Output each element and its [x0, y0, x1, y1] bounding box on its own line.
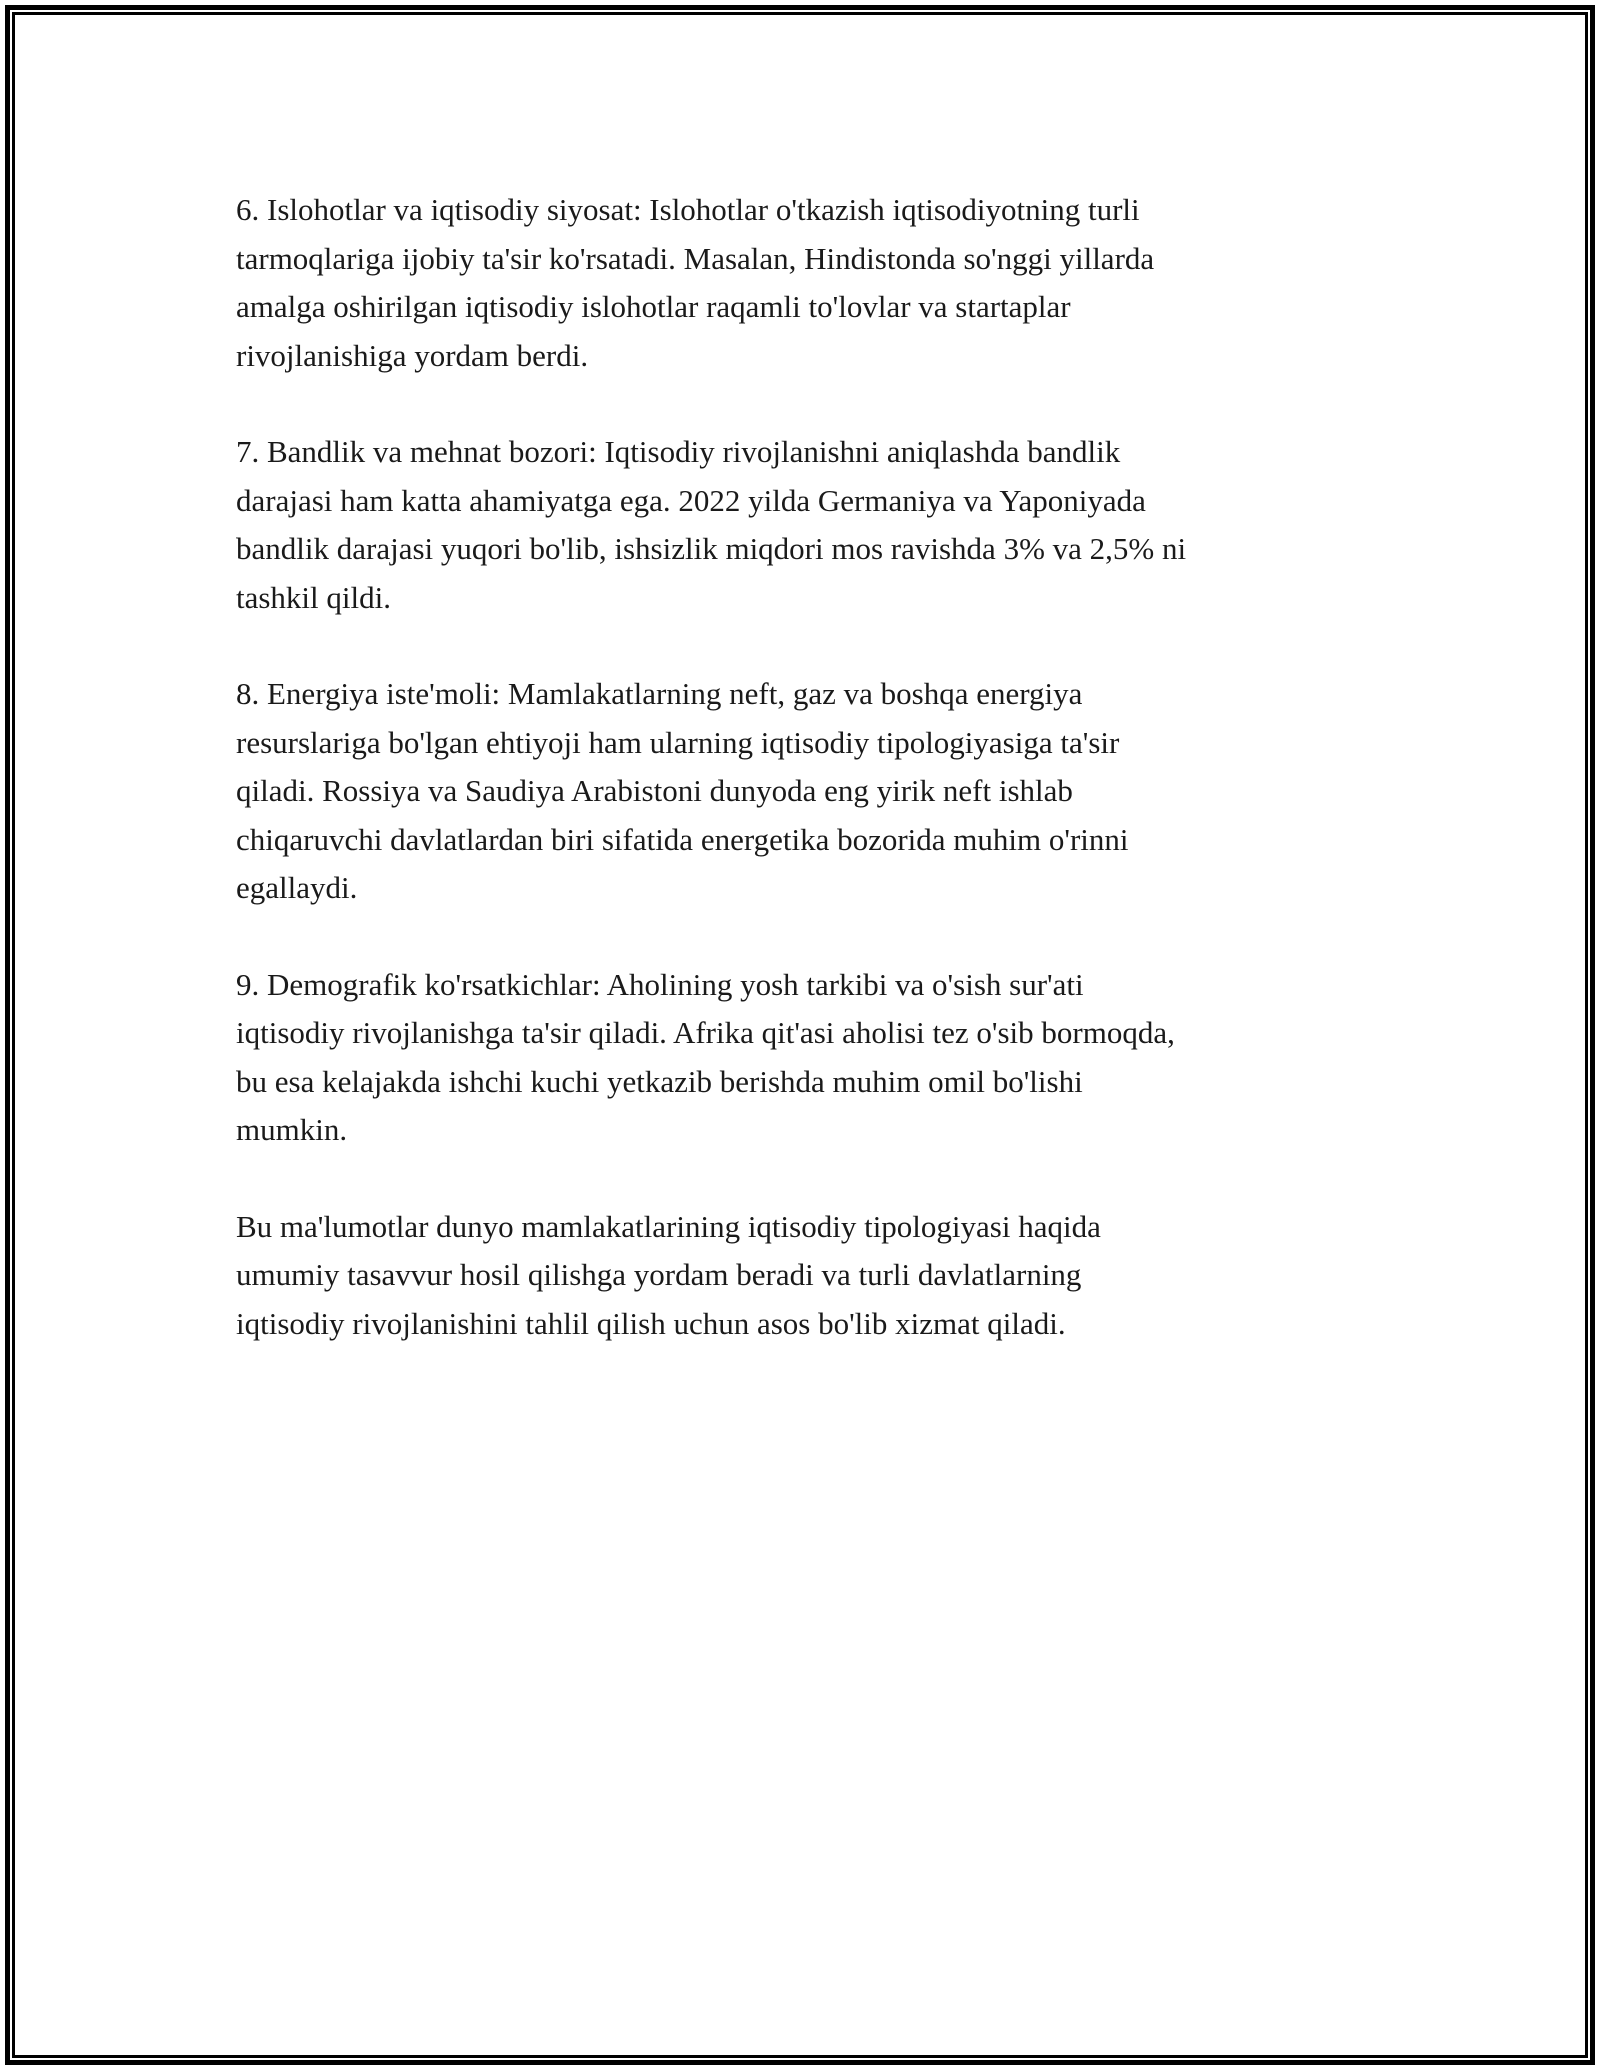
- document-body: [236, 186, 1386, 1396]
- paragraph-energy: 8. Energiya iste'moli: Mamlakatlarning neft, gaz va boshqa energiya resurslariga bo'lgan ehtiyoji ham ularning iqtisodiy tipologiyasiga ta'sir qiladi. Rossiya va Saudiya Arabistoni dunyoda eng yirik neft ishlab chiqaruvchi davlatlardan biri sifatida energetika bozorida muhim o'rinni egallaydi.: [236, 676, 1129, 905]
- paragraph-employment: 7. Bandlik va mehnat bozori: Iqtisodiy rivojlanishni aniqlashda bandlik darajasi ham katta ahamiyatga ega. 2022 yilda Germaniya va Yaponiyada bandlik darajasi yuqori bo'lib, ishsizlik miqdori mos ravishda 3% va 2,5% ni tashkil qildi.: [236, 434, 1187, 615]
- paragraph-demographics: 9. Demografik ko'rsatkichlar: Aholining yosh tarkibi va o'sish sur'ati iqtisodiy rivojlanishga ta'sir qiladi. Afrika qit'asi aholisi tez o'sib bormoqda, bu esa kelajakda ishchi kuchi yetkazib berishda muhim omil bo'lishi mumkin.: [236, 966, 1175, 1147]
- paragraph-conclusion: Bu ma'lumotlar dunyo mamlakatlarining iqtisodiy tipologiyasi haqida umumiy tasavvur hosil qilishga yordam beradi va turli davlatlarning iqtisodiy rivojlanishini tahlil qilish uchun asos bo'lib xizmat qiladi.: [236, 1208, 1101, 1341]
- paragraph-reforms: 6. Islohotlar va iqtisodiy siyosat: Islohotlar o'tkazish iqtisodiyotning turli tarmoqlariga ijobiy ta'sir ko'rsatadi. Masalan, Hindistonda so'nggi yillarda amalga oshirilgan iqtisodiy islohotlar raqamli to'lovlar va startaplar rivojlanishiga yordam berdi.: [236, 192, 1155, 373]
